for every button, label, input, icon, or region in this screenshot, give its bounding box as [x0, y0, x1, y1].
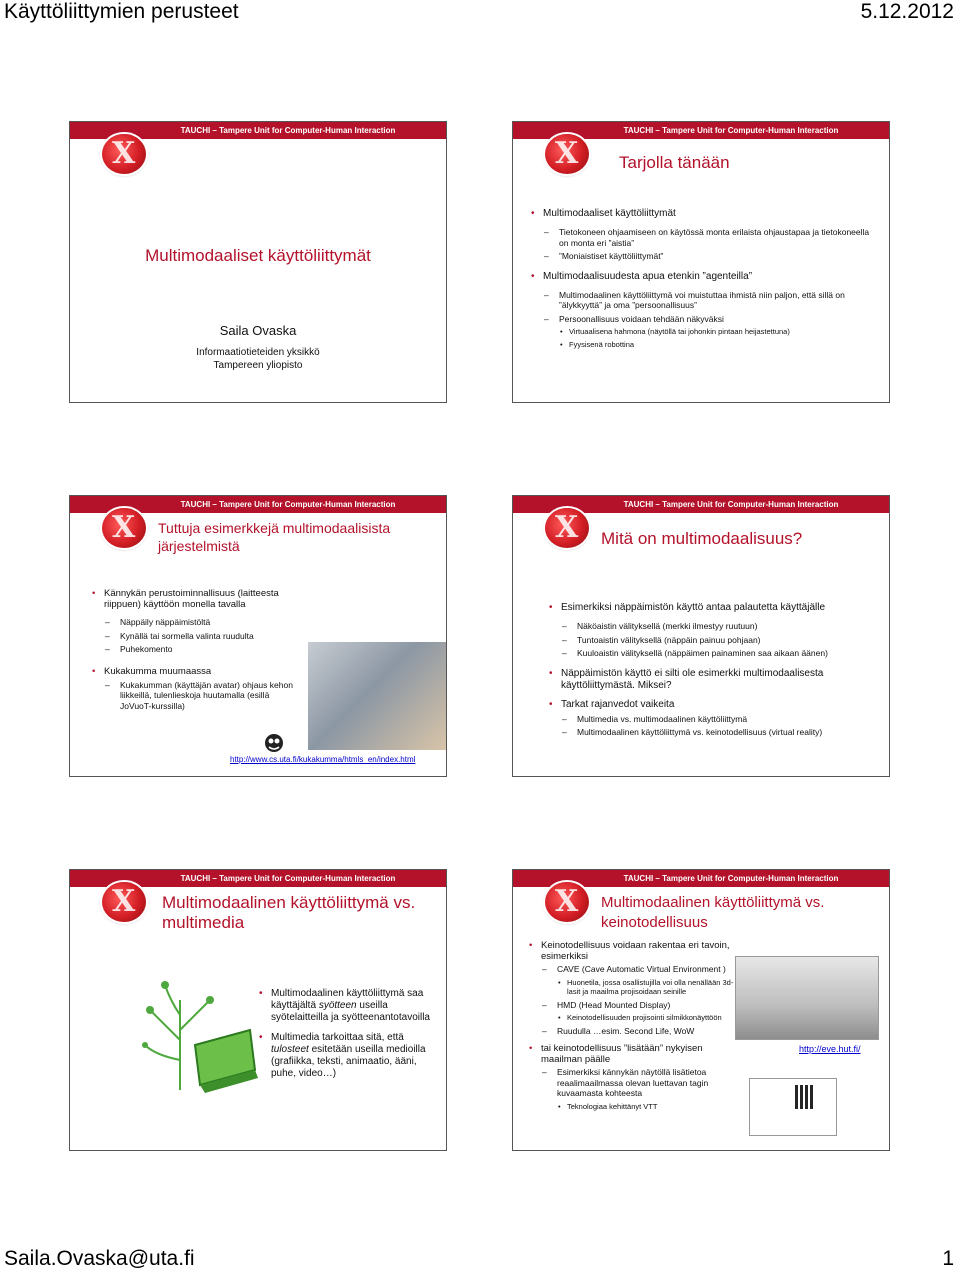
slide-title: Tuttuja esimerkkejä multimodaalisista järjestelmistä [158, 520, 391, 554]
sub-bullet: – HMD (Head Mounted Display) [527, 1000, 737, 1011]
page-date: 5.12.2012 [860, 0, 954, 23]
cave-photo [735, 956, 879, 1040]
sub-bullet: – Kynällä tai sormella valinta ruudulta [90, 631, 300, 642]
laptop-illustration-icon [140, 960, 260, 1095]
bullet: • tai keinotodellisuus ”lisätään” nykyisen maailman päälle [527, 1043, 737, 1065]
sub-bullet: – Ruudulla …esim. Second Life, WoW [527, 1026, 737, 1037]
bullet: • Näppäimistön käyttö ei silti ole esimerkki multimodaalisesta käyttöliittymästä. Miksei? [547, 668, 877, 692]
tauchi-logo-icon [102, 508, 146, 548]
slide-body [529, 208, 875, 352]
sub-bullet: – Puhekomento [90, 644, 300, 655]
sub-bullet: – Näköaistin välityksellä (merkki ilmestyy ruutuun) [547, 621, 877, 632]
slide-3 [69, 495, 447, 777]
sub-bullet: – Multimodaalinen käyttöliittymä vs. keinotodellisuus (virtual reality) [547, 727, 877, 738]
tauchi-logo-icon [545, 882, 589, 922]
sub-sub-bullet: • Fyysisenä robottina [529, 340, 875, 350]
sub-bullet: – CAVE (Cave Automatic Virtual Environment ) [527, 964, 737, 975]
slide-4 [512, 495, 890, 777]
sub-bullet: – ”Moniaistiset käyttöliittymät” [529, 251, 875, 262]
tauchi-logo-icon [102, 134, 146, 174]
slide-header-bar: TAUCHI – Tampere Unit for Computer-Human Interaction [513, 122, 889, 139]
slide-header-bar: TAUCHI – Tampere Unit for Computer-Human Interaction [70, 870, 446, 887]
slide-6 [512, 869, 890, 1151]
slide-header-bar: TAUCHI – Tampere Unit for Computer-Human Interaction [70, 496, 446, 513]
slide-body [90, 588, 300, 714]
bullet-emphasis: tulosteet [271, 1044, 309, 1055]
bullet: • Keinotodellisuus voidaan rakentaa eri tavoin, esimerkiksi [527, 940, 737, 962]
sub-bullet: – Tietokoneen ohjaamiseen on käytössä monta erilaista ohjaustapaa ja tietokoneella on monta eri ”aistia” [529, 227, 875, 248]
slide-body [527, 940, 737, 1114]
slide-title: Multimodaalinen käyttöliittymä vs. keinotodellisuus [601, 894, 825, 931]
kukakumma-logo-icon [262, 732, 286, 754]
sub-sub-bullet: • Teknologiaa kehittänyt VTT [527, 1102, 737, 1112]
sub-bullet: – Esimerkiksi kännykän näytöllä lisätietoa reaalimaailmassa olevan luettavan tagin kuvaamasta kohteesta [527, 1067, 737, 1099]
slide-title: Multimodaalinen käyttöliittymä vs. multimedia [162, 893, 416, 932]
unit-name: Informaatiotieteiden yksikkö [196, 347, 320, 358]
slide-header-bar: TAUCHI – Tampere Unit for Computer-Human Interaction [70, 122, 446, 139]
bullet [257, 988, 435, 1024]
bullet-emphasis: syötteen [318, 1000, 357, 1011]
tauchi-logo-icon [545, 134, 589, 174]
bullet [257, 1032, 435, 1080]
university-name: Tampereen yliopisto [213, 360, 303, 371]
slide-1 [69, 121, 447, 403]
slide-header-bar: TAUCHI – Tampere Unit for Computer-Human Interaction [513, 870, 889, 887]
tauchi-logo-icon [545, 508, 589, 548]
bullet: • Tarkat rajanvedot vaikeita [547, 699, 877, 711]
bullet-text: useilla syötelaitteilla ja syötteenantotavoilla [271, 1000, 430, 1023]
slide-header-bar: TAUCHI – Tampere Unit for Computer-Human Interaction [513, 496, 889, 513]
slide-body [257, 988, 435, 1087]
slide-title: Mitä on multimodaalisuus? [601, 529, 803, 548]
sub-sub-bullet: • Keinotodellisuuden projisointi silmikkonäyttöön [527, 1013, 737, 1023]
sub-bullet: – Kuuloaistin välityksellä (näppäimen painaminen saa aikaan äänen) [547, 648, 877, 659]
slide-title: Tarjolla tänään [619, 153, 730, 172]
slide-title: Multimodaaliset käyttöliittymät [145, 246, 371, 265]
sub-bullet: – Näppäily näppäimistöltä [90, 617, 300, 628]
author-name: Saila Ovaska [219, 323, 297, 338]
sub-bullet: – Kukakumman (käyttäjän avatar) ohjaus kehon liikkeillä, tulenlieskoja huutamalla (esillä JoVuoT-kurssilla) [90, 680, 300, 712]
sub-bullet: – Tuntoaistin välityksellä (näppäin painuu pohjaan) [547, 635, 877, 646]
bullet: • Multimodaaliset käyttöliittymät [529, 208, 875, 220]
sub-sub-bullet: • Huonetila, jossa osallistujilla voi olla nenällään 3d-lasit ja maailma projisoidaan seinille [527, 978, 737, 997]
sub-bullet: – Persoonallisuus voidaan tehdään näkyväksi [529, 314, 875, 325]
eve-link[interactable]: http://eve.hut.fi/ [799, 1044, 861, 1054]
bullet: • Esimerkiksi näppäimistön käyttö antaa palautetta käyttäjälle [547, 602, 877, 614]
sub-bullet: – Multimodaalinen käyttöliittymä voi muistuttaa ihmistä niin paljon, että sillä on ”älykkyyttä” ja oma ”persoonallisuus” [529, 290, 875, 311]
bullet: • Kännykän perustoiminnallisuus (laitteesta riippuen) käyttöön monella tavalla [90, 588, 300, 610]
kukakumma-link[interactable]: http://www.cs.uta.fi/kukakumma/htmls_en/index.html [230, 755, 416, 764]
page-title: Käyttöliittymien perusteet [4, 0, 239, 23]
slide-5 [69, 869, 447, 1151]
bullet: • Kukakumma muumaassa [90, 666, 300, 677]
tauchi-logo-icon [102, 882, 146, 922]
slide-2 [512, 121, 890, 403]
footer-email: Saila.Ovaska@uta.fi [4, 1247, 195, 1270]
page-number: 1 [942, 1247, 954, 1270]
qr-code-icon [795, 1085, 815, 1109]
bullet: • Multimodaalisuudesta apua etenkin ”agenteilla” [529, 271, 875, 283]
qr-tag-photo [749, 1078, 837, 1136]
bullet-text: Multimedia tarkoittaa sitä, että [271, 1032, 404, 1043]
bullet-text: Multimodaalinen käyttöliittymä saa käyttäjältä [271, 988, 424, 1011]
bullet-text: esitetään useilla medioilla (grafiikka, teksti, animaatio, ääni, puhe, video…) [271, 1044, 426, 1079]
sub-bullet: – Multimedia vs. multimodaalinen käyttöliittymä [547, 714, 877, 725]
slide-body [547, 602, 877, 741]
child-playing-photo [308, 642, 446, 750]
sub-sub-bullet: • Virtuaalisena hahmona (näytöllä tai johonkin pintaan heijastettuna) [529, 327, 875, 337]
